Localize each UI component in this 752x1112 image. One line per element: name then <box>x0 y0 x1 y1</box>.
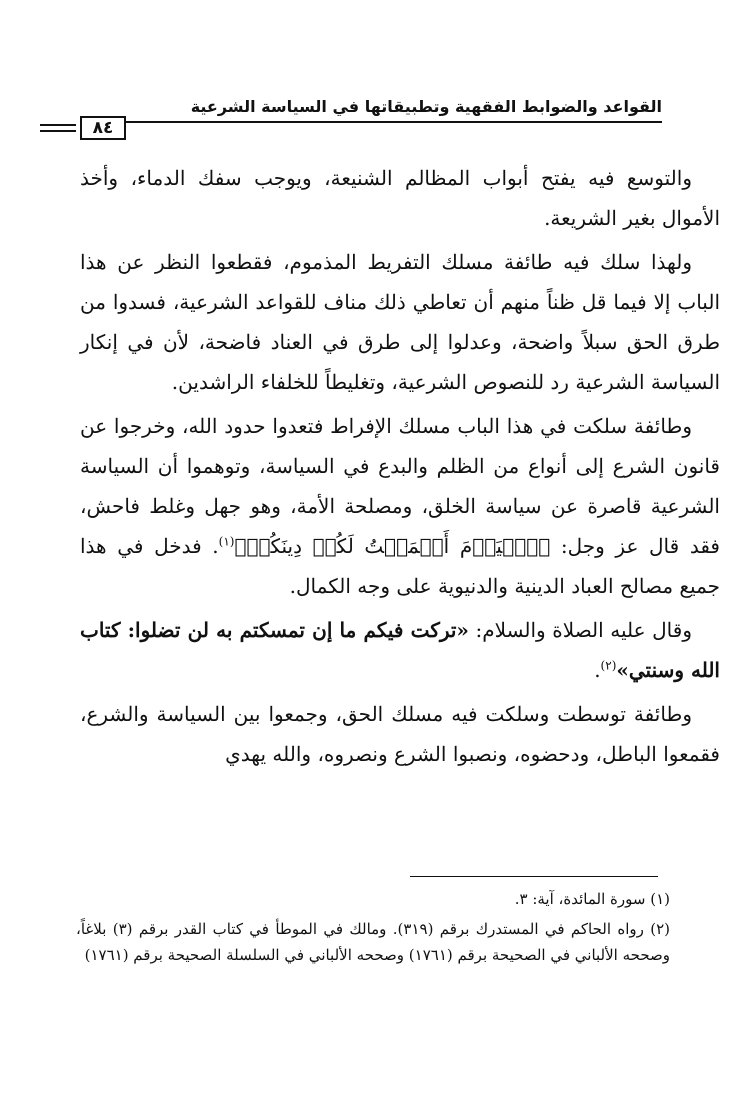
footnotes <box>76 886 670 972</box>
footnote-separator <box>410 876 658 877</box>
footnote-1: (١) سورة المائدة، آية: ٣. <box>514 890 670 908</box>
main-text <box>80 158 720 778</box>
footnote-ref-2[interactable]: (٢) <box>600 658 617 673</box>
paragraph-3-text-b: . فدخل في هذا جميع مصالح العباد الدينية والدنيوية على وجه الكمال. <box>80 534 720 598</box>
header-double-bar <box>40 124 76 132</box>
paragraph-4-text-b: . <box>594 658 601 682</box>
paragraph-1: والتوسع فيه يفتح أبواب المظالم الشنيعة، ويوجب سفك الدماء، وأخذ الأموال بغير الشريعة. <box>80 166 720 230</box>
footnote-2: (٢) رواه الحاكم في المستدرك برقم (٣١٩). ومالك في الموطأ في كتاب القدر برقم (٣) بلاغاً، وصححه الألباني في الصحيحة برقم (١٧٦١) وصححه الألباني في السلسلة الصحيحة برقم (١٧٦١) <box>76 920 670 964</box>
paragraph-3 <box>80 406 720 606</box>
paragraph-3-text-a: وطائفة سلكت في هذا الباب مسلك الإفراط فتعدوا حدود الله، وخرجوا عن قانون الشرع إلى أنواع من الظلم والبدع في السياسة، وتوهموا أن السياسة الشرعية قاصرة عن سياسة الخلق، ومصلحة الأمة، وهو جهل وغلط فاحش، فقد قال عز وجل: <box>80 414 720 558</box>
paragraph-4 <box>80 610 720 690</box>
paragraph-4-text-a: وقال عليه الصلاة والسلام: <box>468 618 692 642</box>
paragraph-2: ولهذا سلك فيه طائفة مسلك التفريط المذموم، فقطعوا النظر عن هذا الباب إلا فيما قل ظناً منهم أن تعاطي ذلك مناف للقواعد الشرعية، فسدوا من طرق الحق سبلاً واضحة، وعدلوا إلى طرق في العناد فاضحة، لأن في إنكار السياسة الشرعية رد للنصوص الشرعية، وتغليطاً للخلفاء الراشدين. <box>80 250 720 394</box>
running-header <box>90 96 662 140</box>
quran-verse: ﴿ٱلۡيَوۡمَ أَكۡمَلۡتُ لَكُمۡ دِينَكُمۡ﴾ <box>234 534 551 558</box>
header-rule <box>90 121 662 123</box>
paragraph-5: وطائفة توسطت وسلكت فيه مسلك الحق، وجمعوا بين السياسة والشرع، فقمعوا الباطل، ودحضوه، ونصبوا الشرع ونصروه، والله يهدي <box>80 702 720 766</box>
running-header-title: القواعد والضوابط الفقهية وتطبيقاتها في السياسة الشرعية <box>190 97 662 116</box>
footnote-ref-1[interactable]: (١) <box>218 534 235 549</box>
page-number: ٨٤ <box>80 116 126 140</box>
hadith-quote: «تركت فيكم ما إن تمسكتم به لن تضلوا: كتاب الله وسنتي» <box>80 618 720 682</box>
